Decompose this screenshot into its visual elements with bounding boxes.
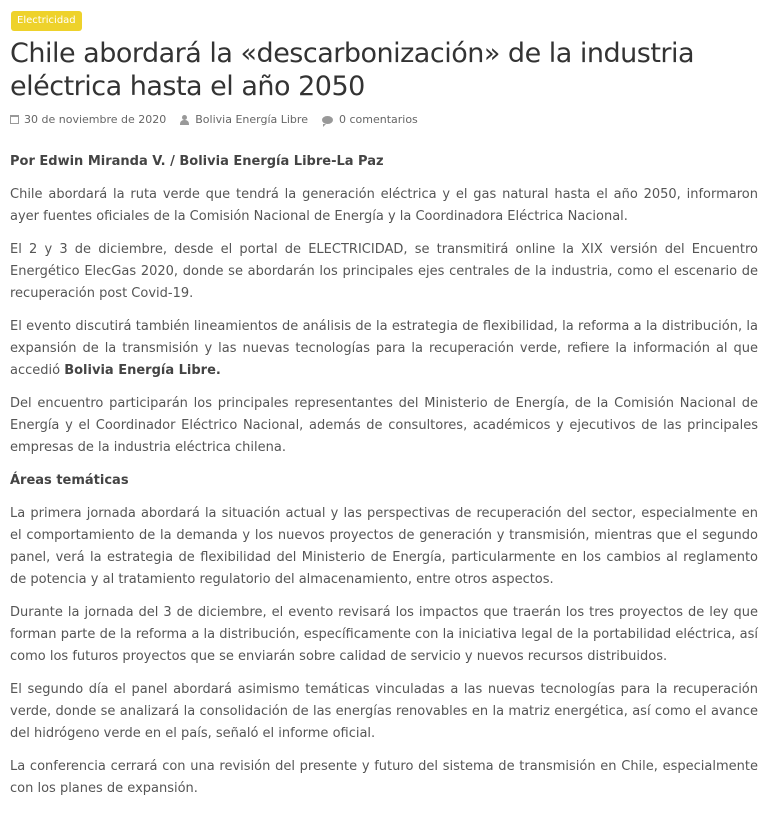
paragraph-6: Durante la jornada del 3 de diciembre, el evento revisará los impactos que traerán los tres proyectos de ley que forman parte de la reforma a la distribución, específicamente con la iniciativa legal de la portabilidad eléctrica, así como los futuros proyectos que se enviarán sobre calidad de servicio y nuevos recursos distribuidos.: [10, 605, 758, 664]
article-title: Chile abordará la «descarbonización» de la industria eléctrica hasta el año 2050: [10, 38, 695, 102]
paragraph-4: Del encuentro participarán los principales representantes del Ministerio de Energía, de la Comisión Nacional de Energía y el Coordinador Eléctrico Nacional, además de consultores, académicos y ejecutivos de las principales empresas de la industria eléctrica chilena.: [10, 396, 758, 455]
comments-text: 0 comentarios: [338, 113, 418, 126]
paragraph-3-text: El evento discutirá también lineamientos de análisis de la estrategia de flexibilidad, la reforma a la distribución, la expansión de la transmisión y las nuevas tecnologías para la recuperación verde, refiere la información al que accedió: [10, 319, 758, 378]
user-icon: [180, 115, 189, 125]
paragraph-3-bold: Bolivia Energía Libre.: [64, 363, 221, 378]
section-heading: Áreas temáticas: [10, 473, 129, 488]
author-text: Bolivia Energía Libre: [195, 113, 308, 126]
paragraph-3: [10, 316, 758, 382]
article-meta: [10, 113, 432, 126]
date-text: 30 de noviembre de 2020: [24, 113, 167, 126]
meta-author[interactable]: [180, 113, 308, 126]
meta-comments[interactable]: [322, 113, 418, 126]
paragraph-1: Chile abordará la ruta verde que tendrá la generación eléctrica y el gas natural hasta el año 2050, informaron ayer fuentes oficiales de la Comisión Nacional de Energía y la Coordinadora Eléctrica Nacional.: [10, 187, 758, 224]
meta-date[interactable]: [10, 113, 166, 126]
calendar-icon: [10, 115, 19, 124]
comment-icon: [322, 116, 333, 124]
byline: Por Edwin Miranda V. / Bolivia Energía Libre-La Paz: [10, 154, 384, 169]
paragraph-2: El 2 y 3 de diciembre, desde el portal de ELECTRICIDAD, se transmitirá online la XIX versión del Encuentro Energético ElecGas 2020, donde se abordarán los principales ejes centrales de la industria, como el escenario de recuperación post Covid-19.: [10, 242, 758, 301]
paragraph-8: La conferencia cerrará con una revisión del presente y futuro del sistema de transmisión en Chile, especialmente con los planes de expansión.: [10, 759, 758, 796]
category-badge[interactable]: Electricidad: [11, 11, 82, 31]
paragraph-5: La primera jornada abordará la situación actual y las perspectivas de recuperación del sector, especialmente en el comportamiento de la demanda y los nuevos proyectos de generación y transmisión, mientras que el segundo panel, verá la estrategia de flexibilidad del Ministerio de Energía, particularmente en los cambios al reglamento de potencia y al tratamiento regulatorio del almacenamiento, entre otros aspectos.: [10, 506, 758, 587]
article-body: [10, 151, 758, 811]
paragraph-7: El segundo día el panel abordará asimismo temáticas vinculadas a las nuevas tecnologías para la recuperación verde, donde se analizará la consolidación de las energías renovables en la matriz energética, así como el avance del hidrógeno verde en el país, señaló el informe oficial.: [10, 682, 758, 741]
